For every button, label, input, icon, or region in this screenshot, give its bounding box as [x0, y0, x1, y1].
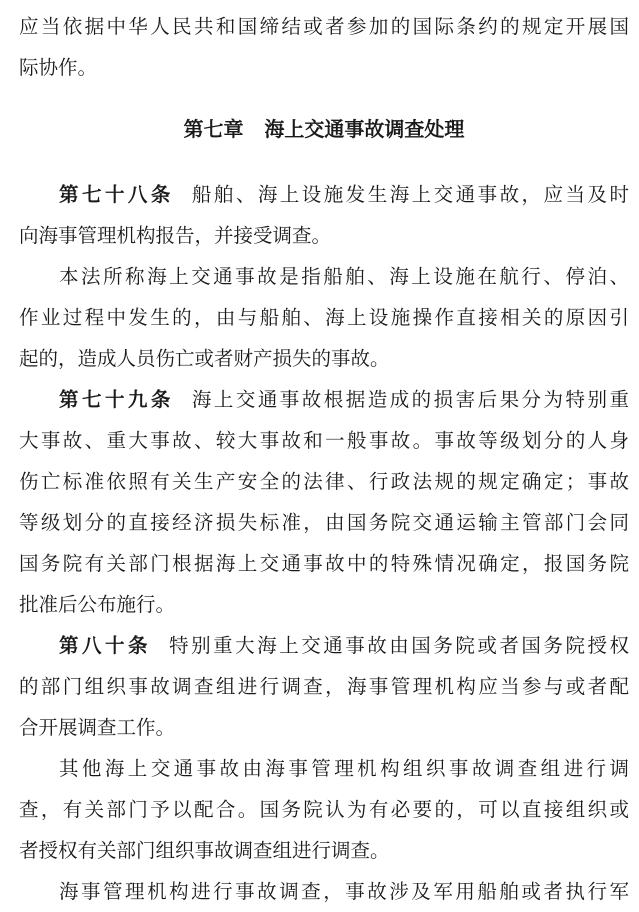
article-80-line-2: 的部门组织事故调查组进行调查，海事管理机构应当参与或者配: [19, 675, 629, 698]
article-79-text-1: 海上交通事故根据造成的损害后果分为特别重: [191, 388, 629, 411]
article-78-label: 第七十八条: [59, 183, 174, 206]
article-79-line-6: 批准后公布施行。: [19, 593, 176, 616]
article-79-line-1: [19, 379, 629, 420]
paragraph-80b-line-2: 查，有关部门予以配合。国务院认为有必要的，可以直接组织或: [19, 798, 629, 821]
article-78-line-2: 向海事管理机构报告，并接受调查。: [19, 224, 332, 247]
paragraph-80c-line-1: 海事管理机构进行事故调查，事故涉及军用船舶或者执行军: [59, 880, 629, 903]
intro-line-2: 际协作。: [19, 56, 98, 79]
paragraph-80b-line-1: 其他海上交通事故由海事管理机构组织事故调查组进行调: [59, 757, 629, 780]
paragraph-80b-line-3: 者授权有关部门组织事故调查组进行调查。: [19, 839, 390, 862]
intro-line-1: 应当依据中华人民共和国缔结或者参加的国际条约的规定开展国: [19, 15, 629, 38]
article-79-label: 第七十九条: [59, 388, 174, 411]
paragraph-78b-line-3: 起的，造成人员伤亡或者财产损失的事故。: [19, 347, 390, 370]
article-80-label: 第八十条: [59, 634, 152, 657]
paragraph-78b-line-2: 作业过程中发生的，由与船舶、海上设施操作直接相关的原因引: [19, 306, 629, 329]
article-79-line-5: 国务院有关部门根据海上交通事故中的特殊情况确定，报国务院: [19, 552, 629, 575]
article-79-line-4: 等级划分的直接经济损失标准，由国务院交通运输主管部门会同: [19, 511, 629, 534]
article-80-line-1: [19, 625, 629, 666]
paragraph-78b-line-1: 本法所称海上交通事故是指船舶、海上设施在航行、停泊、: [59, 265, 629, 288]
article-80-text-1: 特别重大海上交通事故由国务院或者国务院授权: [169, 634, 629, 657]
article-79-line-2: 大事故、重大事故、较大事故和一般事故。事故等级划分的人身: [19, 429, 629, 452]
article-80-line-3: 合开展调查工作。: [19, 716, 176, 739]
article-79-line-3: 伤亡标准依照有关生产安全的法律、行政法规的规定确定；事故: [19, 470, 629, 493]
article-78-text-1: 船舶、海上设施发生海上交通事故，应当及时: [191, 183, 629, 206]
article-78-line-1: [19, 174, 629, 215]
chapter-title: 第七章 海上交通事故调查处理: [183, 117, 465, 141]
